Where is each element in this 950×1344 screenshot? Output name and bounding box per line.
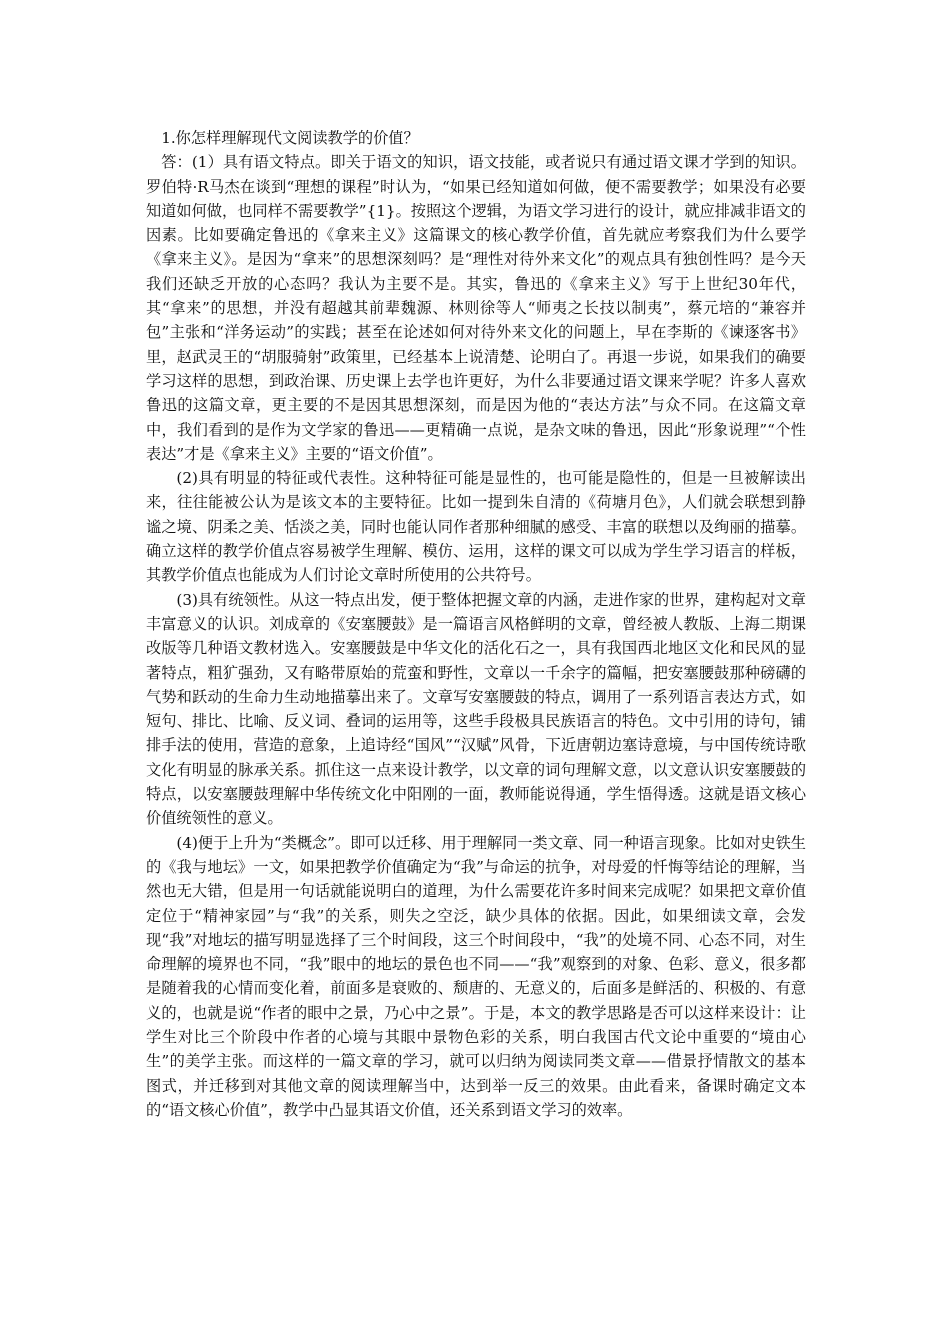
question-heading: 1.你怎样理解现代文阅读教学的价值？: [161, 129, 419, 147]
answer-paragraph-4: (4)便于上升为“类概念”。即可以迁移、用于理解同一类文章、同一种语言现象。比如对史铁生的《我与地坛》一文，如果把教学价值确定为“我”与命运的抗争，对母爱的忏悔等结论的理解，当然也无大错，但是用一句话就能说明白的道理，为什么需要花许多时间来完成呢？如果把文章价值定位于“精神家园”与“我”的关系，则失之空泛，缺少具体的依据。因此，如果细读文章，会发现“我”对地坛的描写明显选择了三个时间段，这三个时间段中，“我”的处境不同、心态不同，对生命理解的境界也不同，“我”眼中的地坛的景色也不同——“我”观察到的对象、色彩、意义，很多都是随着我的心情而变化着，前面多是衰败的、颓唐的、无意义的，后面多是鲜活的、积极的、有意义的，也就是说“作者的眼中之景，乃心中之景”。于是，本文的教学思路是否可以这样来设计：让学生对比三个阶段中作者的心境与其眼中景物色彩的关系，明白我国古代文论中重要的“境由心生”的美学主张。而这样的一篇文章的学习，就可以归纳为阅读同类文章——借景抒情散文的基本图式，并迁移到对其他文章的阅读理解当中，达到举一反三的效果。由此看来，备课时确定文本的“语文核心价值”，教学中凸显其语文价值，还关系到语文学习的效率。: [146, 833, 806, 1119]
document-body: [146, 126, 806, 1122]
answer-paragraph-3: (3)具有统领性。从这一特点出发，便于整体把握文章的内涵，走进作家的世界，建构起对文章丰富意义的认识。刘成章的《安塞腰鼓》是一篇语言风格鲜明的文章，曾经被人教版、上海二期课改版等几种语文教材选入。安塞腰鼓是中华文化的活化石之一，具有我国西北地区文化和民风的显著特点，粗犷强劲，又有略带原始的荒蛮和野性，文章以一千余字的篇幅，把安塞腰鼓那种磅礴的气势和跃动的生命力生动地描摹出来了。文章写安塞腰鼓的特点，调用了一系列语言表达方式，如短句、排比、比喻、反义词、叠词的运用等，这些手段极具民族语言的特色。文中引用的诗句，铺排手法的使用，营造的意象，上追诗经“国风”“汉赋”风骨，下近唐朝边塞诗意境，与中国传统诗歌文化有明显的脉承关系。抓住这一点来设计教学，以文章的词句理解文意，以文意认识安塞腰鼓的特点，以安塞腰鼓理解中华传统文化中阳刚的一面，教师能说得通，学生悟得透。这就是语文核心价值统领性的意义。: [146, 590, 806, 828]
answer-paragraph-2: (2)具有明显的特征或代表性。这种特征可能是显性的，也可能是隐性的，但是一旦被解读出来，往往能被公认为是该文本的主要特征。比如一提到朱自清的《荷塘月色》，人们就会联想到静谧之境、阴柔之美、恬淡之美，同时也能认同作者那种细腻的感受、丰富的联想以及绚丽的描摹。确立这样的教学价值点容易被学生理解、模仿、运用，这样的课文可以成为学生学习语言的样板，其教学价值点也能成为人们讨论文章时所使用的公共符号。: [146, 469, 806, 585]
answer-paragraph-1: 答：(1）具有语文特点。即关于语文的知识，语文技能，或者说只有通过语文课才学到的知识。罗伯特·R马杰在谈到“理想的课程”时认为，“如果已经知道如何做，便不需要教学；如果没有必要知道如何做，也同样不需要教学”{1}。按照这个逻辑，为语文学习进行的设计，就应排减非语文的因素。比如要确定鲁迅的《拿来主义》这篇课文的核心教学价值，首先就应考察我们为什么要学《拿来主义》。是因为“拿来”的思想深刻吗？是“理性对待外来文化”的观点具有独创性吗？是今天我们还缺乏开放的心态吗？我认为主要不是。其实，鲁迅的《拿来主义》写于上世纪30年代，其“拿来”的思想，并没有超越其前辈魏源、林则徐等人“师夷之长技以制夷”，蔡元培的“兼容并包”主张和“洋务运动”的实践；甚至在论述如何对待外来文化的问题上，早在李斯的《谏逐客书》里，赵武灵王的“胡服骑射”政策里，已经基本上说清楚、论明白了。再退一步说，如果我们的确要学习这样的思想，到政治课、历史课上去学也许更好，为什么非要通过语文课来学呢？许多人喜欢鲁迅的这篇文章，更主要的不是因其思想深刻，而是因为他的“表达方法”与众不同。在这篇文章中，我们看到的是作为文学家的鲁迅——更精确一点说，是杂文味的鲁迅，因此“形象说理”“个性表达”才是《拿来主义》主要的“语文价值”。: [146, 153, 806, 463]
